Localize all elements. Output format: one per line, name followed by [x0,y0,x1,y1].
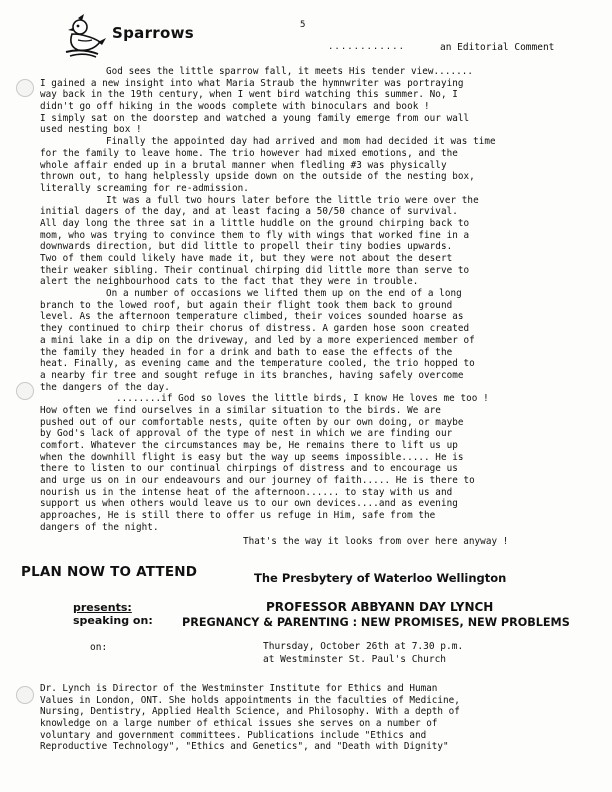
editorial-line: Two of them could likely have made it, but they were not about the desert [40,253,453,264]
event-heading: PLAN NOW TO ATTEND [21,564,198,580]
punch-hole [16,79,34,97]
editorial-body [40,66,580,547]
editorial-line: there to listen to our continual chirpings of distress and to encourage us [40,463,458,475]
editorial-line: the dangers of the day. [40,381,170,393]
editorial-line: alert the neighbourhood cats to the fact that they were in trouble. [40,276,419,288]
editorial-line: All day long the three sat in a little huddle on the ground chirping back to [40,217,470,229]
page-number: 5 [300,20,306,30]
editorial-line: I simply sat on the doorstep and watched a young family emerge from our wall [40,112,470,124]
editorial-line: a nearby fir tree and sought refuge in its branches, having safely overcome [40,369,464,381]
editorial-line: I gained a new insight into what Maria Straub the hymnwriter was portraying [40,77,464,89]
editorial-line: the family they headed in for a drink and bath to ease the effects of the [40,346,453,358]
editorial-signoff: That's the way it looks from over here anyway ! [243,535,509,547]
editorial-line: literally screaming for re-admission. [40,182,249,194]
speaking-on-label: speaking on: [73,614,153,627]
editorial-line: It was a full two hours later before the little trio were over the [106,194,479,206]
editorial-line: pushed out of our comfortable nests, quite often by our own doing, or maybe [40,416,464,428]
leader-dots: ............ [328,42,406,52]
bio-line: Values in London, ONT. She holds appointments in the faculties of Medicine, [40,694,460,706]
speaker-name: PROFESSOR ABBYANN DAY LYNCH [266,600,494,614]
page-title: Sparrows [112,24,194,42]
editorial-line: How often we find ourselves in a similar situation to the birds. We are [40,404,441,416]
editorial-line: they continued to chirp their chorus of distress. A garden hose soon created [40,323,470,335]
editorial-line: approaches, He is still there to offer us refuge in Him, safe from the [40,510,436,522]
editorial-line: used nesting box ! [40,124,142,136]
bio-line: knowledge on a large number of ethical issues she serves on a number of [40,718,438,730]
event-venue: at Westminster St. Paul's Church [263,653,447,665]
editorial-line: comfort. Whatever the circumstances may be, He remains there to lift us up [40,440,458,451]
editorial-line: downwards direction, but did little to propell their tiny bodies upwards. [40,241,453,253]
editorial-line: level. As the afternoon temperature climbed, their voices sounded hoarse as [40,311,464,323]
editorial-line: support us when others would leave us to our own devices....and as evening [40,498,458,510]
editorial-line: nourish us in the intense heat of the afternoon...... to stay with us and [40,486,453,498]
editorial-line: didn't go off hiking in the woods complete with binoculars and book ! [40,101,430,113]
editorial-line: their weaker sibling. Their continual chirping did little more than serve to [40,264,470,276]
editorial-line: mom, who was trying to convince them to fly with wings that worked fine in a [40,229,470,241]
presents-label: presents: [73,601,132,614]
editorial-line: when the downhill flight is easy but the way up seems impossible..... He is [40,451,464,463]
editorial-line: whole affair ended up in a brutal manner when fledling #3 was physically [40,159,447,171]
editorial-line: a mini lake in a dip on the driveway, and led by a more experienced member of [40,334,475,346]
editorial-line: branch to the lowed roof, but again their flight took them back to ground [40,299,453,311]
editorial-line: On a number of occasions we lifted them up on the end of a long [106,288,462,300]
bio-line: Dr. Lynch is Director of the Westminster Institute for Ethics and Human [40,683,438,694]
editorial-line: and urge us on in our endeavours and our journey of faith..... He is there to [40,475,475,487]
editorial-line: ........if God so loves the little birds, I know He loves me too ! [116,393,489,405]
bio-line: Reproductive Technology", "Ethics and Genetics", and "Death with Dignity" [40,741,449,753]
editorial-line: by God's lack of approval of the type of nest in which we are finding our [40,428,453,440]
punch-hole [16,382,34,400]
editorial-line: heat. Finally, as evening came and the temperature cooled, the trio hopped to [40,358,475,370]
editorial-line: God sees the little sparrow fall, it meets His tender view....... [106,66,474,77]
sparrow-icon [58,12,108,60]
event-details [263,641,463,666]
editorial-line: for the family to leave home. The trio however had mixed emotions, and the [40,147,458,159]
section-subtitle: an Editorial Comment [440,42,555,53]
bio-line: Nursing, Dentistry, Applied Health Science, and Philosophy. With a depth of [40,706,460,718]
punch-hole [16,686,34,704]
talk-topic: PREGNANCY & PARENTING : NEW PROMISES, NEW PROBLEMS [182,616,570,629]
editorial-line: way back in the 19th century, when I went bird watching this summer. No, I [40,89,458,101]
editorial-line: initial dagers of the day, and at least facing a 50/50 chance of survival. [40,206,458,218]
speaker-bio [40,683,585,753]
event-organizer: The Presbytery of Waterloo Wellington [254,571,507,585]
editorial-line: dangers of the night. [40,521,159,533]
bio-line: voluntary and government committees. Publications include "Ethics and [40,729,427,741]
event-date-time: Thursday, October 26th at 7.30 p.m. [263,641,464,652]
on-label: on: [90,642,108,653]
editorial-line: Finally the appointed day had arrived and mom had decided it was time [106,136,496,148]
editorial-line: thrown out, to hang helplessly upside down on the outside of the nesting box, [40,171,475,183]
